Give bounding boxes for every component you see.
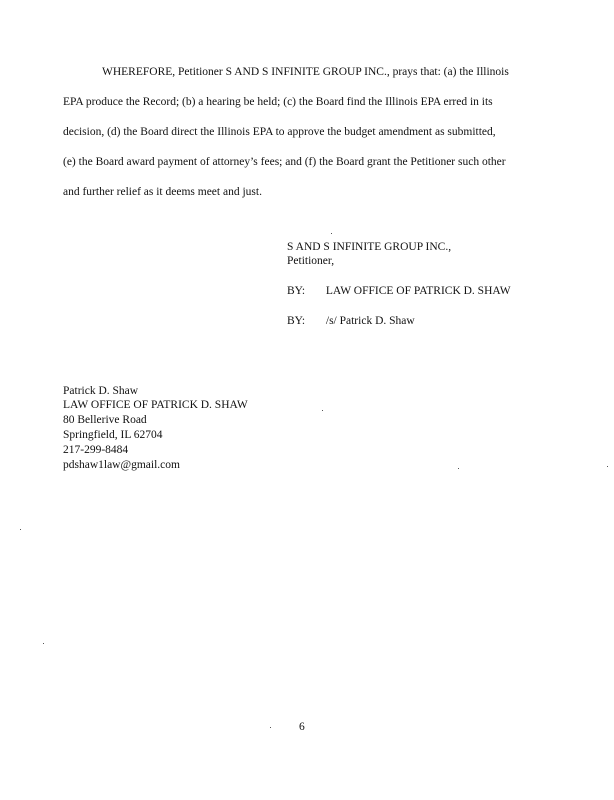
page-number: 6 (299, 721, 305, 733)
paragraph-line-3: decision, (d) the Board direct the Illinois EPA to approve the budget amendment as submitted, (63, 126, 496, 138)
by-firm-value: LAW OFFICE OF PATRICK D. SHAW (325, 285, 511, 297)
paragraph-line-5: and further relief as it deems meet and just. (63, 186, 262, 198)
scan-speck (331, 233, 332, 234)
attorney-name: Patrick D. Shaw (63, 385, 139, 397)
attorney-email: pdshaw1law@gmail.com (63, 459, 180, 471)
paragraph-line-1: WHEREFORE, Petitioner S AND S INFINITE GROUP INC., prays that: (a) the Illinois (102, 66, 509, 78)
paragraph-line-2: EPA produce the Record; (b) a hearing be held; (c) the Board find the Illinois EPA erred in its (63, 96, 493, 108)
scan-speck (20, 529, 21, 530)
by-label: BY: (287, 285, 306, 297)
scan-speck (270, 727, 271, 728)
electronic-signature: /s/ Patrick D. Shaw (325, 315, 415, 327)
party-role: Petitioner, (287, 255, 335, 267)
party-name: S AND S INFINITE GROUP INC., (287, 241, 452, 253)
paragraph-line-4: (e) the Board award payment of attorney’s fees; and (f) the Board grant the Petitioner such other (63, 156, 506, 168)
attorney-city: Springfield, IL 62704 (63, 429, 163, 441)
scan-speck (43, 643, 44, 644)
scan-speck (458, 468, 459, 469)
by-line-signature (287, 314, 415, 328)
attorney-firm: LAW OFFICE OF PATRICK D. SHAW (63, 399, 248, 411)
scan-speck (322, 410, 323, 411)
by-label: BY: (287, 315, 306, 327)
by-line-firm (287, 284, 511, 298)
scan-speck (607, 466, 608, 467)
attorney-street: 80 Bellerive Road (63, 414, 147, 426)
attorney-phone: 217-299-8484 (63, 444, 129, 456)
